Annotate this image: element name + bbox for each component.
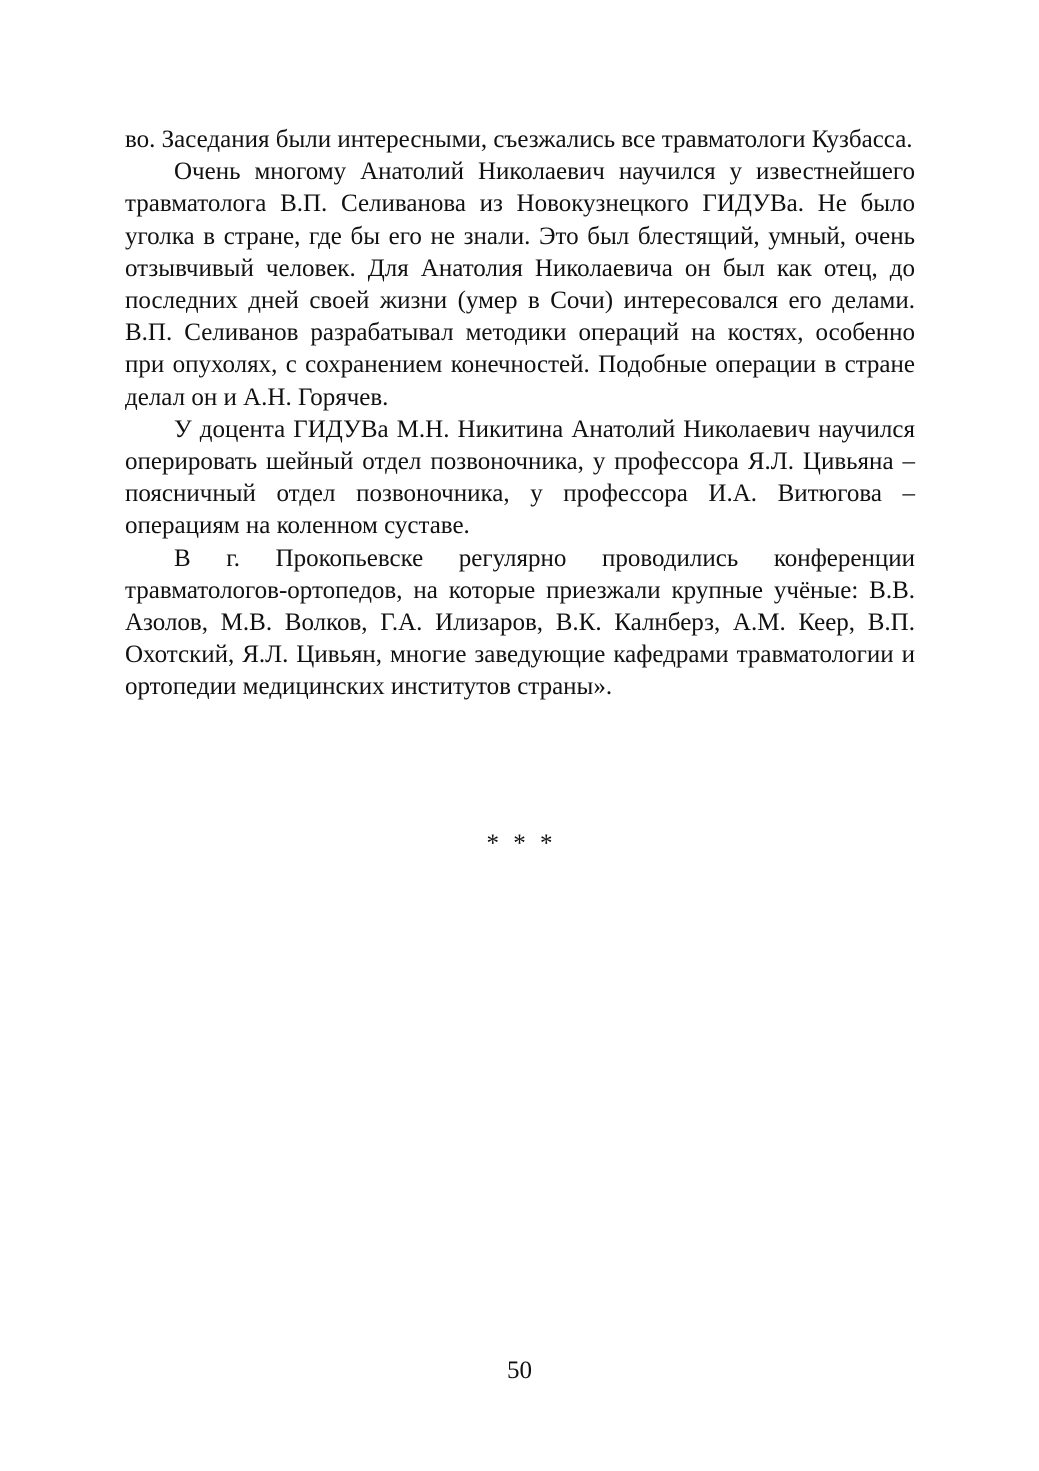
paragraph-1: во. Заседания были интересными, съезжались все травматологи Кузбасса. <box>125 126 913 153</box>
body-text <box>125 124 915 704</box>
section-separator: * * * <box>486 830 557 857</box>
paragraph-2: Очень многому Анатолий Николаевич научился у известнейшего травматолога В.П. Селиванова из Новокузнецкого ГИДУВа. Не было уголка в стране, где бы его не знали. Это был блестящий, умный, очень отзывчивый человек. Для Анатолия Николаевича он был как отец, до последних дней своей жизни (умер в Сочи) интересовался его делами. В.П. Селиванов разрабатывал методики операций на костях, особенно при опухолях, с сохранением конечностей. Подобные операции в стране делал он и А.Н. Горячев. <box>125 158 915 411</box>
paragraph-3: У доцента ГИДУВа М.Н. Никитина Анатолий Николаевич научился оперировать шейный отдел позвоночника, у профессора Я.Л. Цивьяна – поясничный отдел позвоночника, у профессора И.А. Витюгова – операциям на коленном суставе. <box>125 415 915 540</box>
paragraph-4: В г. Прокопьевске регулярно проводились конференции травматологов-ортопедов, на которые приезжали крупные учёные: В.В. Азолов, М.В. Волков, Г.А. Илизаров, В.К. Калнберз, А.М. Кеер, В.П. Охотский, Я.Л. Цивьян, многие заведующие кафедрами травматологии и ортопедии медицинских институтов страны». <box>125 544 915 701</box>
page-number: 50 <box>507 1357 532 1384</box>
